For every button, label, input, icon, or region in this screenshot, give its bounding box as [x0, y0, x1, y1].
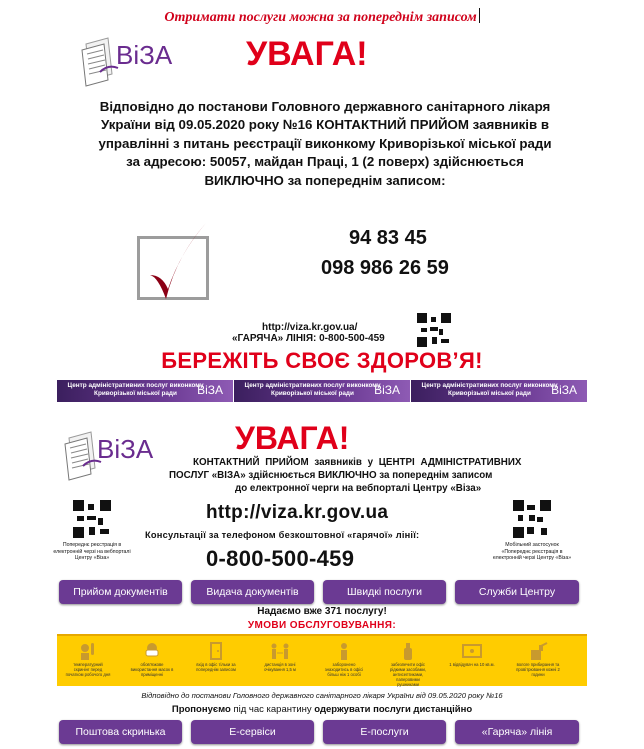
condition-caption: вологе прибирання та провітрювання кожні 2 години	[516, 662, 560, 677]
banner-logo: ВіЗА	[197, 383, 223, 397]
propose-word: Пропонуємо	[171, 704, 231, 715]
notice-line: Відповідно до постанови Головного державного санітарного лікаря	[99, 99, 551, 114]
hotline-text-small: «ГАРЯЧА» ЛІНІЯ: 0-800-500-459	[232, 333, 385, 344]
qr-caption-right: Мобільний застосунок «Попереднє реєстрація в електронній черзі Центру «Віза»	[492, 542, 572, 562]
button-hotline[interactable]: «Гаряча» лінія	[455, 720, 579, 744]
condition-item	[385, 640, 431, 687]
propose-end: одержувати послуги дистанційно	[314, 704, 473, 715]
logo-text: ВіЗА	[97, 434, 154, 464]
condition-item	[257, 640, 303, 684]
website-link[interactable]: http://viza.kr.gov.ua	[206, 502, 389, 523]
banner-segment	[234, 380, 411, 402]
banner-caption: Центр адміністративних послуг виконкому Криворізької міської ради	[421, 382, 558, 397]
condition-caption: вхід в офіс тільки за попереднім записом	[196, 662, 236, 672]
notice-line: за адресою: 50057, майдан Праці, 1 (2 поверх) здійснюється	[126, 154, 524, 170]
notice2-line: ПОСЛУГ «ВІЗА» здійснюється ВИКЛЮЧНО за попереднім записом	[169, 470, 493, 481]
attention-heading-2: УВАГА!	[235, 420, 350, 456]
qr-caption-left: Попереднє реєстрація в електронній черзі на вебпорталі Центру «Віза»	[53, 542, 131, 562]
conditions-title: УМОВИ ОБСЛУГОВУВАННЯ:	[247, 620, 397, 631]
attention-heading: УВАГА!	[246, 35, 368, 73]
condition-caption: 1 відвідувач на 10 кв.м.	[449, 662, 495, 667]
banner-segment	[57, 380, 234, 402]
condition-caption: забезпечити офіс рідкими засобами, антисептиками, паперовими рушниками	[390, 662, 426, 687]
button-e-services[interactable]: Е-сервіси	[191, 720, 314, 744]
logo-text: ВіЗА	[116, 40, 173, 70]
checkmark-icon	[137, 236, 209, 300]
notice-line: України від 09.05.2020 року №16 КОНТАКТНИЙ ПРИЙОМ заявників в	[100, 117, 550, 133]
banner-segment	[411, 380, 587, 402]
notice2-line: КОНТАКТНИЙ ПРИЙОМ заявників у ЦЕНТРІ АДМІНІСТРАТИВНИХ	[193, 457, 522, 468]
button-document-issue[interactable]: Видача документів	[191, 580, 314, 604]
condition-item	[449, 640, 495, 684]
banner-caption: Центр адміністративних послуг виконкому Криворізької міської ради	[244, 382, 381, 397]
hotline-number: 0-800-500-459	[206, 546, 355, 571]
notice2-line: до електронної черги на вебпорталі Центру «Віза»	[235, 483, 482, 494]
top-note	[0, 8, 644, 26]
propose-text	[57, 704, 587, 715]
top-note-text: Отримати послуги можна за попереднім записом	[164, 10, 477, 25]
viza-logo	[61, 428, 171, 488]
website-link-small[interactable]: http://viza.kr.gov.ua/	[262, 322, 358, 333]
notice-line: управлінні з питань реєстрації виконкому Криворізької міської ради	[98, 135, 552, 151]
banner-logo: ВіЗА	[551, 383, 577, 397]
cleaning-icon	[527, 642, 549, 660]
button-e-posluhy[interactable]: Е-послуги	[323, 720, 446, 744]
button-center-services[interactable]: Служби Центру	[455, 580, 579, 604]
condition-item	[65, 640, 111, 684]
door-icon	[205, 642, 227, 660]
phone-number-city: 94 83 45	[349, 227, 427, 249]
services-poster	[53, 402, 587, 749]
consult-text: Консультації за телефоном безкоштовної «гарячої» лінії:	[145, 530, 420, 540]
condition-item	[129, 640, 175, 684]
area-icon	[461, 642, 483, 660]
condition-caption: заборонено знаходитись в офісі більш ніж 1 особі	[324, 662, 364, 677]
viza-logo	[78, 34, 188, 94]
sanitizer-icon	[397, 642, 419, 660]
qr-code-icon	[73, 500, 111, 538]
condition-item	[193, 640, 239, 684]
condition-caption: обов'язкове використання масок в приміщенні	[130, 662, 174, 677]
single-person-icon	[333, 642, 355, 660]
banner-caption: Центр адміністративних послуг виконкому Криворізької міської ради	[67, 382, 204, 397]
button-mailbox[interactable]: Поштова скринька	[59, 720, 182, 744]
condition-caption: дистанція в зоні очікування 1,5 м	[264, 662, 296, 672]
condition-caption: температурний скринінг перед початком робочого дня	[65, 662, 111, 677]
text-cursor	[479, 8, 480, 23]
services-count: Надаємо вже 371 послугу!	[257, 606, 387, 617]
condition-item	[321, 640, 367, 684]
distance-icon	[269, 642, 291, 660]
qr-code-icon	[513, 500, 551, 538]
banner-logo: ВіЗА	[374, 383, 400, 397]
mask-icon	[141, 642, 163, 660]
button-document-intake[interactable]: Прийом документів	[59, 580, 182, 604]
condition-item	[515, 640, 561, 684]
propose-middle: під час карантину	[233, 704, 312, 715]
decree-reference: Відповідно до постанови Головного державного санітарного лікаря України від 09.05.2020 року №16	[141, 691, 503, 700]
conditions-strip	[57, 634, 587, 686]
phone-number-mobile: 098 986 26 59	[321, 257, 449, 279]
thermometer-icon	[77, 642, 99, 660]
notice-line: ВИКЛЮЧНО за попереднім записом:	[204, 172, 446, 188]
center-banner	[57, 380, 587, 402]
health-slogan: БЕРЕЖІТЬ СВОЄ ЗДОРОВ’Я!	[161, 348, 483, 373]
notice-text	[90, 98, 560, 190]
qr-code-icon	[417, 313, 451, 347]
button-quick-services[interactable]: Швидкі послуги	[323, 580, 446, 604]
